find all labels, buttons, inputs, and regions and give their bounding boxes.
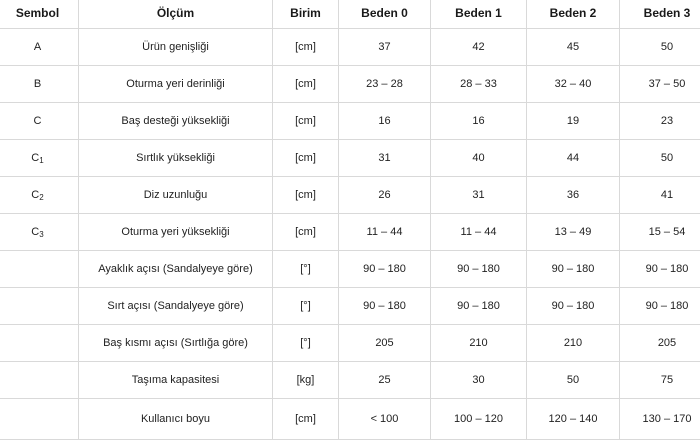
header-size-3: Beden 3	[620, 0, 700, 29]
table-row	[0, 399, 700, 440]
table-row	[0, 66, 700, 103]
table-row	[0, 288, 700, 325]
cell-size-3: 23	[620, 103, 700, 140]
cell-unit: [cm]	[273, 177, 339, 214]
cell-symbol	[0, 251, 79, 288]
cell-measure: Oturma yeri derinliği	[79, 66, 273, 103]
cell-unit: [cm]	[273, 140, 339, 177]
table-row	[0, 362, 700, 399]
symbol-subscript: 3	[39, 230, 43, 239]
cell-size-0: 90 – 180	[339, 288, 431, 325]
cell-size-1: 16	[431, 103, 527, 140]
cell-size-1: 42	[431, 29, 527, 66]
table-row	[0, 251, 700, 288]
cell-size-2: 44	[527, 140, 620, 177]
cell-size-0: 23 – 28	[339, 66, 431, 103]
header-measure: Ölçüm	[79, 0, 273, 29]
cell-measure: Ürün genişliği	[79, 29, 273, 66]
table-row	[0, 103, 700, 140]
cell-size-0: 25	[339, 362, 431, 399]
cell-size-3: 90 – 180	[620, 288, 700, 325]
header-size-1: Beden 1	[431, 0, 527, 29]
cell-size-2: 45	[527, 29, 620, 66]
cell-measure: Sırtlık yüksekliği	[79, 140, 273, 177]
cell-unit: [°]	[273, 325, 339, 362]
header-size-0: Beden 0	[339, 0, 431, 29]
header-unit: Birim	[273, 0, 339, 29]
table-row	[0, 140, 700, 177]
cell-symbol	[0, 66, 79, 103]
cell-measure: Sırt açısı (Sandalyeye göre)	[79, 288, 273, 325]
cell-measure: Diz uzunluğu	[79, 177, 273, 214]
cell-symbol	[0, 29, 79, 66]
cell-size-1: 40	[431, 140, 527, 177]
cell-size-2: 210	[527, 325, 620, 362]
cell-size-2: 32 – 40	[527, 66, 620, 103]
cell-symbol	[0, 103, 79, 140]
symbol-letter: C	[31, 152, 39, 164]
cell-measure: Ayaklık açısı (Sandalyeye göre)	[79, 251, 273, 288]
cell-unit: [cm]	[273, 103, 339, 140]
cell-size-3: 50	[620, 140, 700, 177]
table-row	[0, 325, 700, 362]
cell-size-1: 28 – 33	[431, 66, 527, 103]
cell-symbol	[0, 288, 79, 325]
table-row	[0, 177, 700, 214]
cell-measure: Oturma yeri yüksekliği	[79, 214, 273, 251]
cell-size-2: 120 – 140	[527, 399, 620, 440]
cell-unit: [cm]	[273, 66, 339, 103]
cell-symbol	[0, 177, 79, 214]
cell-measure: Kullanıcı boyu	[79, 399, 273, 440]
cell-size-3: 130 – 170	[620, 399, 700, 440]
cell-size-3: 41	[620, 177, 700, 214]
symbol-letter: A	[34, 41, 41, 53]
cell-size-2: 90 – 180	[527, 288, 620, 325]
table-row	[0, 214, 700, 251]
header-symbol: Sembol	[0, 0, 79, 29]
header-row	[0, 0, 700, 29]
cell-size-0: < 100	[339, 399, 431, 440]
cell-size-0: 37	[339, 29, 431, 66]
cell-size-0: 16	[339, 103, 431, 140]
cell-size-1: 31	[431, 177, 527, 214]
symbol-letter: C	[34, 115, 42, 127]
symbol-letter: C	[31, 189, 39, 201]
cell-symbol	[0, 362, 79, 399]
cell-unit: [cm]	[273, 214, 339, 251]
cell-size-0: 31	[339, 140, 431, 177]
cell-size-3: 15 – 54	[620, 214, 700, 251]
cell-unit: [°]	[273, 288, 339, 325]
cell-size-3: 50	[620, 29, 700, 66]
symbol-letter: C	[31, 226, 39, 238]
cell-symbol	[0, 399, 79, 440]
cell-measure: Taşıma kapasitesi	[79, 362, 273, 399]
cell-unit: [cm]	[273, 399, 339, 440]
cell-size-1: 30	[431, 362, 527, 399]
cell-size-2: 36	[527, 177, 620, 214]
symbol-subscript: 1	[39, 156, 43, 165]
cell-size-1: 11 – 44	[431, 214, 527, 251]
cell-size-1: 90 – 180	[431, 251, 527, 288]
cell-size-0: 205	[339, 325, 431, 362]
cell-size-3: 37 – 50	[620, 66, 700, 103]
cell-size-1: 90 – 180	[431, 288, 527, 325]
cell-size-3: 75	[620, 362, 700, 399]
table-row	[0, 29, 700, 66]
cell-size-1: 210	[431, 325, 527, 362]
cell-symbol	[0, 325, 79, 362]
cell-size-2: 90 – 180	[527, 251, 620, 288]
cell-measure: Baş desteği yüksekliği	[79, 103, 273, 140]
cell-measure: Baş kısmı açısı (Sırtlığa göre)	[79, 325, 273, 362]
cell-size-3: 90 – 180	[620, 251, 700, 288]
cell-size-2: 13 – 49	[527, 214, 620, 251]
symbol-letter: B	[34, 78, 41, 90]
cell-size-0: 11 – 44	[339, 214, 431, 251]
cell-size-0: 26	[339, 177, 431, 214]
cell-symbol	[0, 140, 79, 177]
cell-size-2: 19	[527, 103, 620, 140]
cell-size-3: 205	[620, 325, 700, 362]
cell-size-2: 50	[527, 362, 620, 399]
cell-unit: [°]	[273, 251, 339, 288]
symbol-subscript: 2	[39, 193, 43, 202]
cell-unit: [cm]	[273, 29, 339, 66]
cell-symbol	[0, 214, 79, 251]
cell-size-1: 100 – 120	[431, 399, 527, 440]
header-size-2: Beden 2	[527, 0, 620, 29]
cell-unit: [kg]	[273, 362, 339, 399]
cell-size-0: 90 – 180	[339, 251, 431, 288]
